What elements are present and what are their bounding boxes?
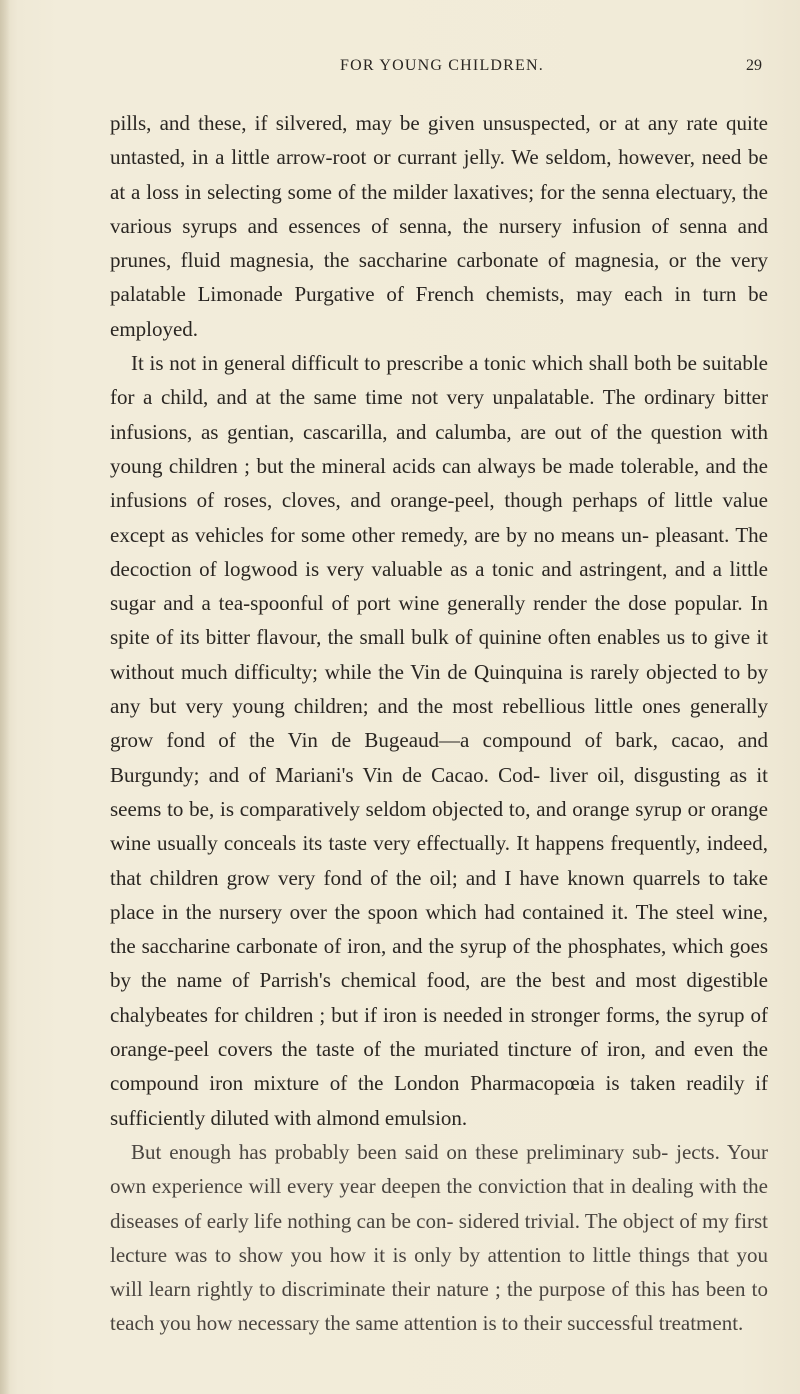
paragraph-conclusion: But enough has probably been said on these preliminary sub- jects. Your own experience will every year deepen the conviction that in dealing with the diseases of early life nothing can be con- sidered trivial. The object of my first lecture was to show you how it is only by attention to little things that you will learn rightly to discriminate their nature ; the purpose of this has been to teach you how necessary the same attention is to their successful treatment. [110,1139,768,1336]
page-gutter-shadow [0,0,10,1394]
running-head-title: FOR YOUNG CHILDREN. [340,57,544,74]
page-number: 29 [746,57,762,74]
paragraph-tonics: It is not in general difficult to prescribe a tonic which shall both be suitable for a child, and at the same time not very unpalatable. The ordinary bitter infusions, as gentian, cascarilla, and calumba, are out of the question with young children ; but the mineral acids can always be made tolerable, and the infusions of roses, cloves, and orange-peel, though perhaps of little value except as vehicles for some other remedy, are by no means un- pleasant. The decoction of logwood is very valuable as a tonic and astringent, and a little sugar and a tea-spoonful of port wine generally render the dose popular. In spite of its bitter flavour, the small bulk of quinine often enables us to give it without much difficulty; while the Vin de Quinquina is rarely objected to by any but very young children; and the most rebellious little ones generally grow fond of the Vin de Bugeaud—a compound of bark, cacao, and Burgundy; and of Mariani's Vin de Cacao. Cod- liver oil, disgusting as it seems to be, is comparatively seldom objected to, and orange syrup or orange wine usually conceals its taste very effectually. It happens frequently, indeed, that children grow very fond of the oil; and I have known quarrels to take place in the nursery over the spoon which had contained it. The steel wine, the saccharine carbonate of iron, and the syrup of the phosphates, which goes by the name of Parrish's chemical food, are the best and most digestible chalybeates for children ; but if iron is needed in stronger forms, the syrup of orange-peel covers the taste of the muriated tincture of iron, and even the compound iron mixture of the London Pharmacopœia is taken readily if sufficiently diluted with almond emulsion. [110,351,768,1130]
running-head [112,57,772,81]
paragraph-continuation: pills, and these, if silvered, may be given unsuspected, or at any rate quite untasted, in a little arrow-root or currant jelly. We seldom, however, need be at a loss in selecting some of the milder laxatives; for the senna electuary, the various syrups and essences of senna, the nursery infusion of senna and prunes, fluid magnesia, the saccharine carbonate of magnesia, or the very palatable Limonade Purgative of French chemists, may each in turn be employed. [110,111,768,341]
body-text [110,106,768,1341]
